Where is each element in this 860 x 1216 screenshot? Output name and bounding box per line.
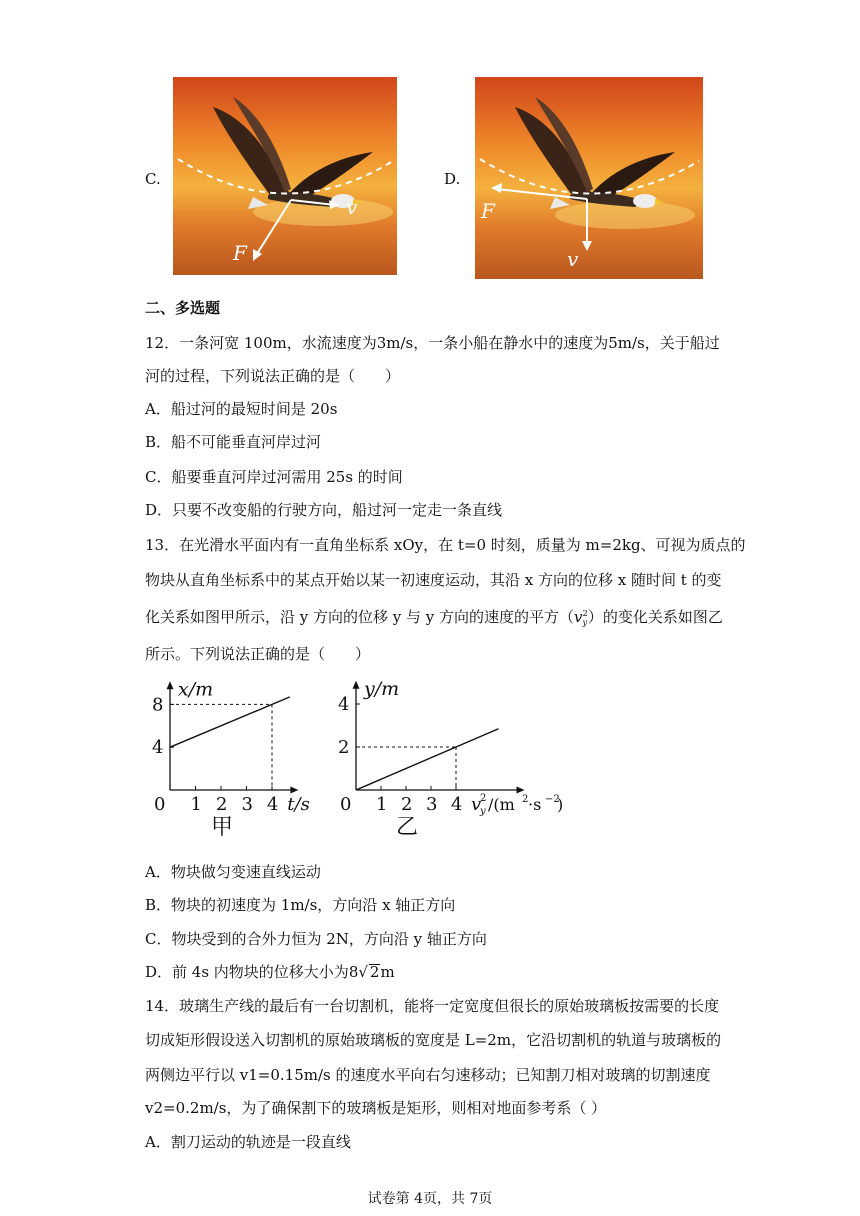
y-tick-label: 2 [338, 737, 350, 758]
x-axis-arrow [290, 787, 298, 794]
x-tick-label: 3 [241, 794, 253, 815]
q13-option-d-unit: m [380, 963, 395, 981]
option-d-label: D. [444, 170, 461, 188]
q12-option-c: C．船要垂直河岸过河需用 25s 的时间 [145, 468, 403, 486]
option-d-f-label: F [481, 199, 495, 223]
q12-option-d: D．只要不改变船的行驶方向，船过河一定走一条直线 [145, 501, 503, 519]
x-tick-label: 1 [190, 794, 202, 815]
q13-option-b: B．物块的初速度为 1m/s，方向沿 x 轴正方向 [145, 896, 456, 914]
q12-option-b: B．船不可能垂直河岸过河 [145, 433, 322, 451]
q13-stem-line2: 物块从直角坐标系中的某点开始以某一初速度运动，其沿 x 方向的位移 x 随时间 t 的变 [145, 571, 722, 589]
q13-option-c: C．物块受到的合外力恒为 2N，方向沿 y 轴正方向 [145, 930, 487, 948]
x-tick-label: 2 [401, 794, 413, 815]
x-axis-label-unit-neg: −2 [545, 794, 560, 805]
q14-option-a: A．割刀运动的轨迹是一段直线 [145, 1133, 351, 1151]
chart-jia [140, 676, 320, 846]
x-axis-label: t/s [287, 794, 310, 815]
q13-option-a: A．物块做匀变速直线运动 [145, 863, 321, 881]
x-axis-label-sub: y [480, 806, 486, 817]
option-c-v-label: v [346, 195, 358, 219]
x-tick-label: 4 [451, 794, 463, 815]
origin-label: 0 [340, 794, 352, 815]
q12-option-a: A．船过河的最短时间是 20s [145, 400, 338, 418]
q14-stem-line2: 切成矩形假设送入切割机的原始玻璃板的宽度是 L=2m，它沿切割机的轨道与玻璃板的 [145, 1031, 722, 1049]
x-axis-label-unit-a: /(m [488, 795, 515, 814]
y-axis-label: x/m [178, 678, 214, 701]
q13-stem-line3-part2: ）的变化关系如图乙 [587, 608, 723, 626]
x-tick-label: 4 [267, 794, 279, 815]
q13-stem-line3 [145, 607, 723, 627]
chart-yi [330, 676, 570, 846]
y-axis-label: y/m [364, 677, 400, 700]
q13-option-d: D．前 4s 内物块的位移大小为8√ 2m [145, 963, 395, 981]
q12-stem-line1: 12．一条河宽 100m，水流速度为3m/s，一条小船在静水中的速度为5m/s，关于船过 [145, 334, 720, 352]
y-axis-arrow [167, 681, 174, 689]
x-axis-label-sup: 2 [480, 793, 487, 804]
option-c-label: C. [145, 170, 161, 188]
page-footer: 试卷第 4页，共 7页 [367, 1191, 493, 1207]
x-axis-label-unit-close: ) [557, 795, 564, 814]
q13-stem-line1: 13．在光滑水平面内有一直角坐标系 xOy，在 t=0 时刻，质量为 m=2kg、可视为质点的 [145, 536, 746, 554]
section-title: 二、多选题 [145, 299, 221, 317]
q13-stem-line3-part1: 化关系如图甲所示，沿 y 方向的位移 y 与 y 方向的速度的平方（ [145, 608, 575, 626]
x-axis-label-unit-b: ·s [528, 795, 542, 814]
x-tick-label: 3 [426, 794, 438, 815]
x-axis-arrow [517, 787, 525, 794]
origin-label: 0 [154, 794, 166, 815]
chart-caption: 乙 [396, 815, 419, 840]
x-axis-label-unit-sq: 2 [522, 794, 529, 805]
y-tick-label: 4 [152, 737, 164, 759]
y-tick-label: 8 [152, 694, 164, 716]
q14-stem-line4: v2=0.2m/s，为了确保割下的玻璃板是矩形，则相对地面参考系（ ） [145, 1099, 607, 1117]
q13-vy-sup: 2 [582, 608, 588, 618]
option-d-eagle-image [475, 77, 703, 279]
x-tick-label: 2 [216, 794, 228, 815]
q13-option-d-radicand: 2 [369, 963, 380, 981]
q13-option-d-text: D．前 4s 内物块的位移大小为 [145, 963, 349, 981]
q14-stem-line1: 14．玻璃生产线的最后有一台切割机，能将一定宽度但很长的原始玻璃板按需要的长度 [145, 997, 720, 1015]
q13-stem-line4: 所示。下列说法正确的是（ ） [145, 645, 371, 663]
option-c-f-label: F [233, 241, 247, 265]
x-axis-label-v: v [471, 794, 482, 815]
series-line [356, 729, 499, 790]
q13-vy-sub: y [582, 617, 588, 627]
q13-vy-symbol: v [574, 608, 583, 626]
y-axis-arrow [353, 681, 360, 689]
chart-caption: 甲 [211, 815, 234, 840]
option-d-v-label: v [567, 247, 579, 271]
q13-option-d-coef: 8 [348, 963, 359, 981]
y-tick-label: 4 [338, 694, 350, 715]
series-line [170, 697, 290, 747]
option-c-eagle-image [173, 77, 397, 275]
q14-stem-line3: 两侧边平行以 v1=0.15m/s 的速度水平向右匀速移动；已知割刀相对玻璃的切割速度 [145, 1066, 711, 1084]
q12-stem-line2: 河的过程，下列说法正确的是（ ） [145, 367, 401, 385]
x-tick-label: 1 [376, 794, 388, 815]
